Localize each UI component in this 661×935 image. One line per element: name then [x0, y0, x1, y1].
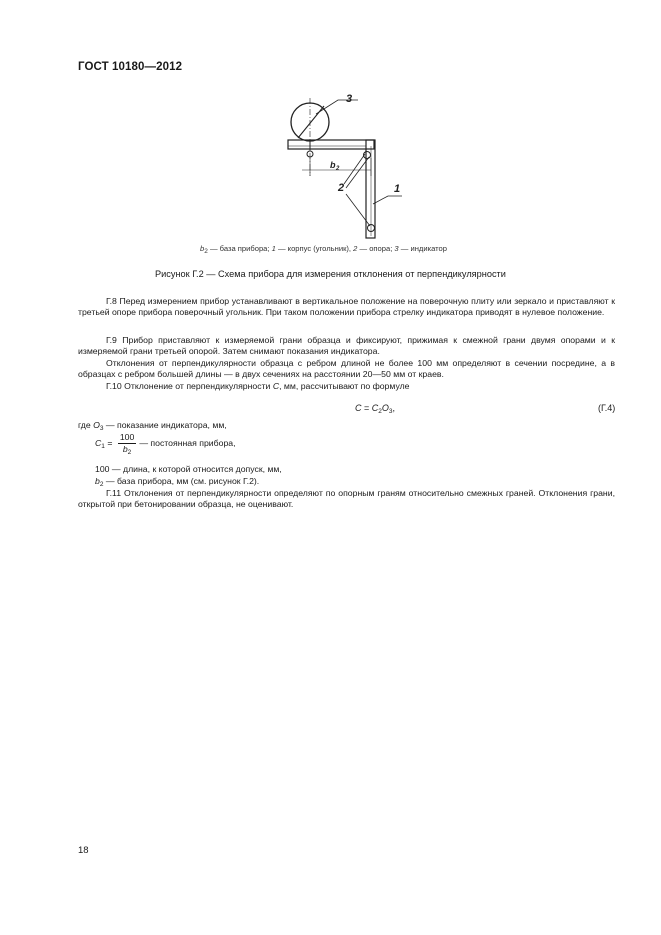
paragraph-g11: Г.11 Отклонения от перпендикулярности определяют по опорным граням относительно смежных граней. Отклонения грани, открытой при бетонировании образца, не оценивают. — [78, 488, 615, 510]
base-definition: $b_2$ — база прибора, мм (см. рисунок Г.2). — [95, 476, 260, 488]
paragraph-g10: Г.10 Отклонение от перпендикулярности C, мм, рассчитывают по формуле — [106, 381, 410, 391]
fraction-100-over-b2: $\frac{100}{b_2}$ — [119, 432, 135, 456]
paragraph-deviation: Отклонения от перпендикулярности образца с ребром длиной не более 100 мм определяют в сечении посредине, а в образцах с ребром большей длины — в двух сечениях на расстоянии 20—50 мм от краев. — [78, 358, 615, 380]
instrument-diagram — [280, 88, 410, 243]
figure-caption: Рисунок Г.2 — Схема прибора для измерения отклонения от перпендикулярности — [155, 269, 506, 279]
formula-g4: $C = C_2O_3$, — [355, 403, 396, 415]
paragraph-g8: Г.8 Перед измерением прибор устанавливают в вертикальное положение на поверочную плиту или зеркало и приставляют к третьей опоре прибора поверочный угольник. При таком положении прибора стрелку индикатора приводят в нулевое положение. — [78, 296, 615, 318]
document-header: ГОСТ 10180—2012 — [78, 61, 183, 73]
formula-number: (Г.4) — [598, 403, 616, 413]
base-label-sub: 2 — [336, 166, 340, 172]
callout-1-label: 1 — [394, 183, 401, 195]
square-horizontal-arm — [288, 140, 374, 149]
paragraph-g9: Г.9 Прибор приставляют к измеряемой грани образца и фиксируют, прижимая к смежной грани двумя опорами и к измеряемой грани третьей опорой. Затем снимают показания индикатора. — [78, 335, 615, 357]
base-label: b — [330, 160, 336, 170]
callout-2-leader-a — [344, 154, 365, 184]
callout-1-leader — [373, 196, 402, 204]
callout-3-label: 3 — [346, 93, 353, 105]
where-indicator-line: где $O_3$ — показание индикатора, мм, — [78, 420, 227, 432]
callout-2-label: 2 — [338, 182, 345, 194]
constant-definition: $C_1$ = $\frac{100}{b_2}$ — постоянная прибора, — [95, 432, 236, 456]
indicator-needle — [298, 106, 324, 138]
length-definition: 100 — длина, к которой относится допуск, мм, — [95, 464, 282, 474]
page-number: 18 — [78, 845, 89, 856]
figure-legend: $b_2$ — база прибора; 1 — корпус (угольник), 2 — опора; 3 — индикатор — [200, 244, 447, 255]
